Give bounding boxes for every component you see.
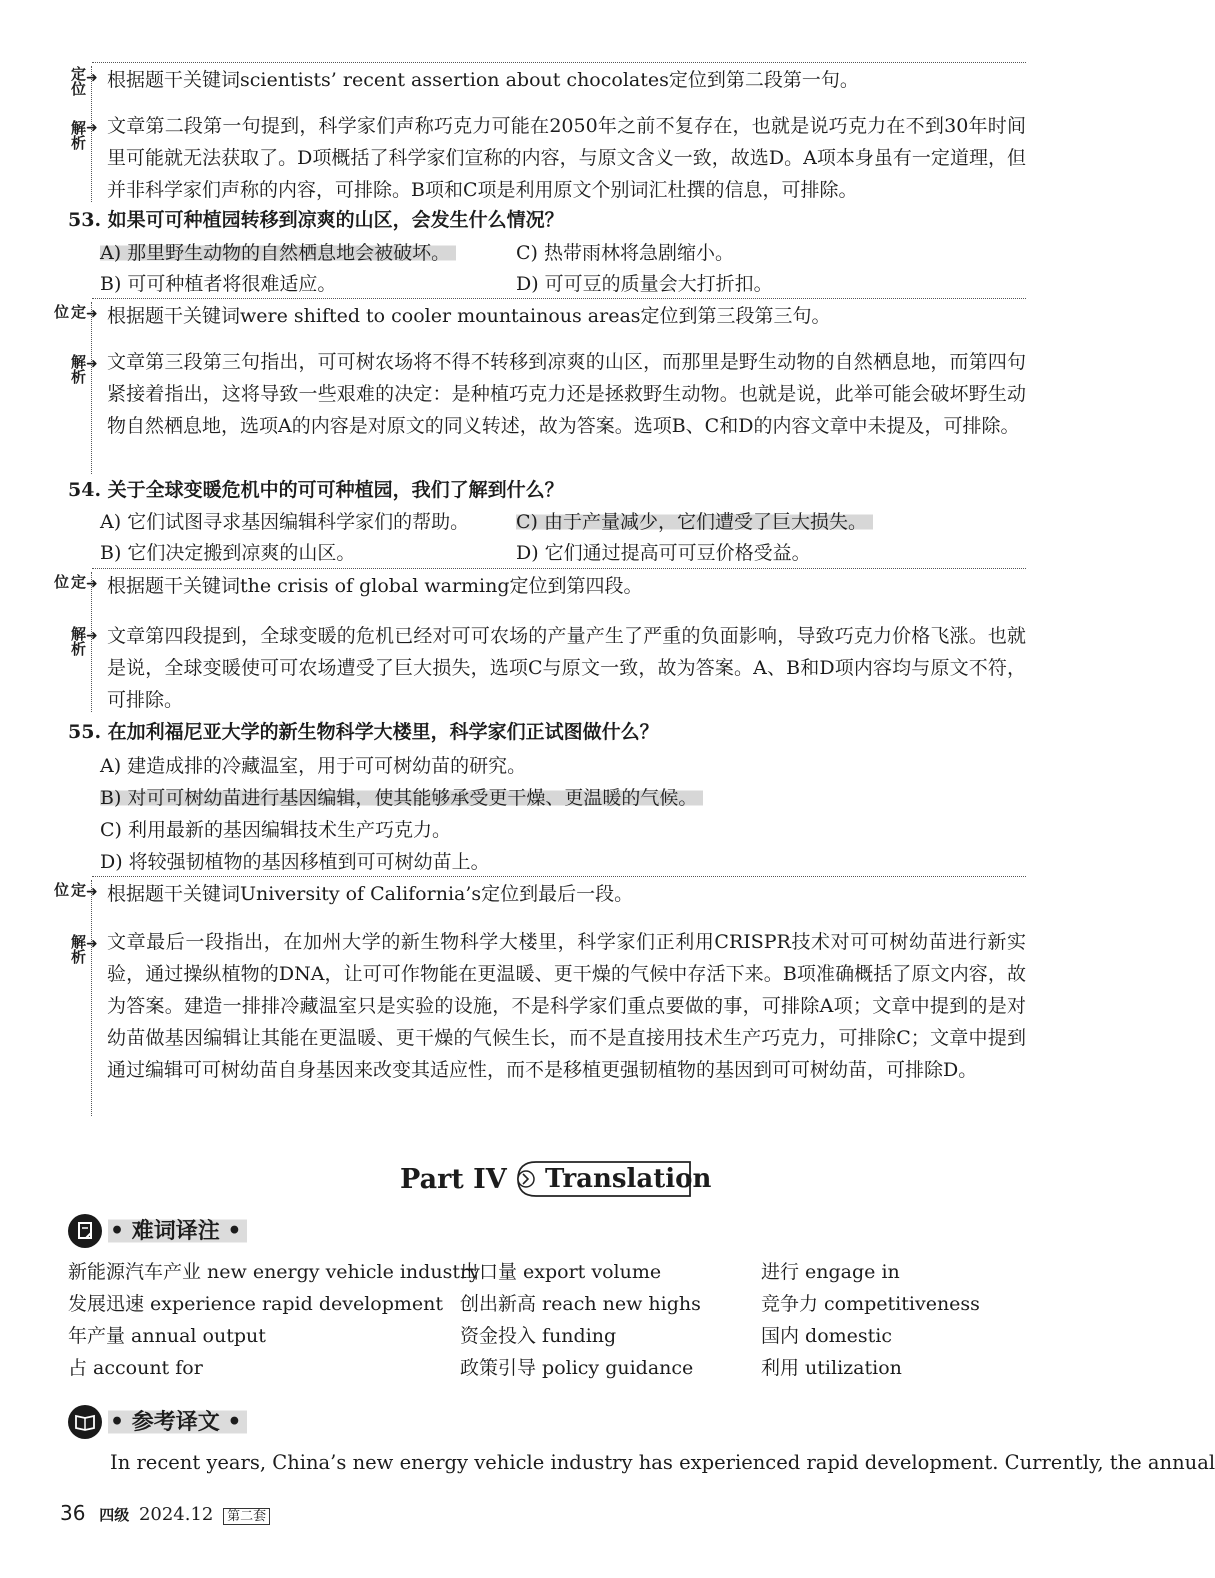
arrow-icon: ➜: [86, 70, 98, 86]
locate-tag: 定位: [52, 574, 87, 589]
vocab-item: 资金投入 funding: [460, 1325, 617, 1347]
question-54-title: 54. 关于全球变暖危机中的可可种植园，我们了解到什么？: [68, 479, 564, 501]
locate-block-53: [52, 300, 1026, 332]
vocab-item: 政策引导 policy guidance: [460, 1357, 694, 1379]
option-b: B) 可可种植者将很难适应。: [100, 273, 337, 295]
locate-text: 根据题干关键词University of California’s定位到最后一段。: [107, 883, 634, 905]
vocab-item: 发展迅速 experience rapid development: [68, 1293, 444, 1315]
arrow-icon: ➜: [86, 576, 98, 592]
analysis-text: 文章第四段提到，全球变暖的危机已经对可可农场的产量产生了严重的负面影响，导致巧克力价格飞涨。也就是说，全球变暖使可可农场遭受了巨大损失，选项C与原文一致，故为答案。A、B和D项内容均与原文不符，可排除。: [107, 625, 1026, 711]
locate-text: 根据题干关键词scientists’ recent assertion about chocolates定位到第二段第一句。: [107, 69, 859, 91]
divider: [92, 876, 1026, 877]
locate-text: 根据题干关键词were shifted to cooler mountainous areas定位到第三段第三句。: [107, 305, 831, 327]
reference-translation: In recent years, China’s new energy vehicle industry has experienced rapid development. Currently, the annual: [110, 1451, 1215, 1474]
exam-set: 第二套: [223, 1508, 270, 1525]
vocab-item: 出口量 export volume: [460, 1261, 662, 1283]
arrow-icon: ➜: [86, 356, 98, 372]
analysis-block-53: [66, 346, 1026, 442]
option-b-text: B) 对可可树幼苗进行基因编辑，使其能够承受更干燥、更温暖的气候。: [100, 787, 703, 809]
vocab-item: 利用 utilization: [761, 1357, 902, 1379]
reference-title: • 参考译文 •: [108, 1403, 247, 1441]
option-b: [100, 784, 703, 812]
exam-level: 四级: [99, 1506, 130, 1524]
arrow-icon: ➜: [86, 306, 98, 322]
option-d: D) 可可豆的质量会大打折扣。: [516, 273, 773, 295]
locate-block-55: [52, 878, 1026, 910]
analysis-tag: 解析: [69, 120, 87, 150]
page-footer: [60, 1500, 270, 1530]
analysis-block-55: [66, 926, 1026, 1086]
option-a: A) 它们试图寻求基因编辑科学家们的帮助。: [100, 511, 470, 533]
option-c: C) 热带雨林将急剧缩小。: [516, 242, 734, 264]
option-c: C) 利用最新的基因编辑技术生产巧克力。: [100, 819, 451, 841]
locate-block-52: [66, 64, 1026, 96]
divider: [92, 298, 1026, 299]
analysis-text: 文章第三段第三句指出，可可树农场将不得不转移到凉爽的山区，而那里是野生动物的自然栖息地，而第四句紧接着指出，这将导致一些艰难的决定：是种植巧克力还是拯救野生动物。也就是说，此举可能会破坏野生动物自然栖息地，选项A的内容是对原文的同义转述，故为答案。选项B、C和D的内容文章中未提及，可排除。: [107, 351, 1026, 437]
vocab-item: 占 account for: [68, 1357, 203, 1379]
option-d: D) 它们通过提高可可豆价格受益。: [516, 542, 811, 564]
part-name: Translation: [545, 1164, 712, 1194]
arrow-icon: ➜: [86, 884, 98, 900]
option-d: D) 将较强韧植物的基因移植到可可树幼苗上。: [100, 851, 490, 873]
notes-icon: [68, 1214, 102, 1248]
vocab-item: 竞争力 competitiveness: [761, 1293, 980, 1315]
analysis-block-52: [66, 110, 1026, 206]
vocab-title: • 难词译注 •: [108, 1212, 247, 1250]
option-a: [100, 239, 456, 267]
locate-tag: 定位: [69, 66, 87, 96]
locate-text: 根据题干关键词the crisis of global warming定位到第四段。: [107, 575, 643, 597]
book-icon: [68, 1405, 102, 1439]
option-a-text: A) 那里野生动物的自然栖息地会被破坏。: [100, 242, 456, 264]
vocab-item: 国内 domestic: [761, 1325, 893, 1347]
analysis-tag: 解析: [69, 934, 87, 964]
analysis-block-54: [66, 620, 1026, 716]
option-b: B) 它们决定搬到凉爽的山区。: [100, 542, 356, 564]
locate-block-54: [52, 570, 1026, 602]
vocab-item: 进行 engage in: [761, 1261, 900, 1283]
analysis-text: 文章最后一段指出，在加州大学的新生物科学大楼里，科学家们正利用CRISPR技术对可可树幼苗进行新实验，通过操纵植物的DNA，让可可作物能在更温暖、更干燥的气候中存活下来。B项准确概括了原文内容，故为答案。建造一排排冷藏温室只是实验的设施，不是科学家们重点要做的事，可排除A项；文章中提到的是对幼苗做基因编辑让其能在更温暖、更干燥的气候生长，而不是直接用技术生产巧克力，可排除C；文章中提到通过编辑可可树幼苗自身基因来改变其适应性，而不是移植更强韧植物的基因到可可树幼苗，可排除D。: [107, 931, 1026, 1081]
analysis-tag: 解析: [69, 626, 87, 656]
question-53-title: 53. 如果可可种植园转移到凉爽的山区，会发生什么情况？: [68, 209, 564, 231]
page-number: 36: [60, 1501, 86, 1525]
vocab-item: 年产量 annual output: [68, 1325, 266, 1347]
chevron-circle-icon: [518, 1171, 534, 1187]
divider: [92, 62, 1026, 63]
arrow-icon: ➜: [86, 936, 98, 952]
option-c: [516, 508, 873, 536]
arrow-icon: ➜: [86, 628, 98, 644]
locate-tag: 定位: [52, 882, 87, 897]
analysis-tag: 解析: [69, 354, 87, 384]
locate-tag: 定位: [52, 304, 87, 319]
question-55-title: 55. 在加利福尼亚大学的新生物科学大楼里，科学家们正试图做什么？: [68, 721, 659, 743]
option-a: A) 建造成排的冷藏温室，用于可可树幼苗的研究。: [100, 755, 527, 777]
divider: [92, 568, 1026, 569]
part-number: Part IV: [400, 1164, 507, 1195]
exam-date: 2024.12: [138, 1504, 214, 1525]
vocab-item: 新能源汽车产业 new energy vehicle industry: [68, 1261, 480, 1283]
option-c-text: C) 由于产量减少，它们遭受了巨大损失。: [516, 511, 873, 533]
arrow-icon: ➜: [86, 120, 98, 136]
vocab-item: 创出新高 reach new highs: [460, 1293, 701, 1315]
analysis-text: 文章第二段第一句提到，科学家们声称巧克力可能在2050年之前不复存在，也就是说巧克力在不到30年时间里可能就无法获取了。D项概括了科学家们宣称的内容，与原文含义一致，故选D。A项本身虽有一定道理，但并非科学家们声称的内容，可排除。B项和C项是利用原文个别词汇杜撰的信息，可排除。: [107, 115, 1026, 201]
